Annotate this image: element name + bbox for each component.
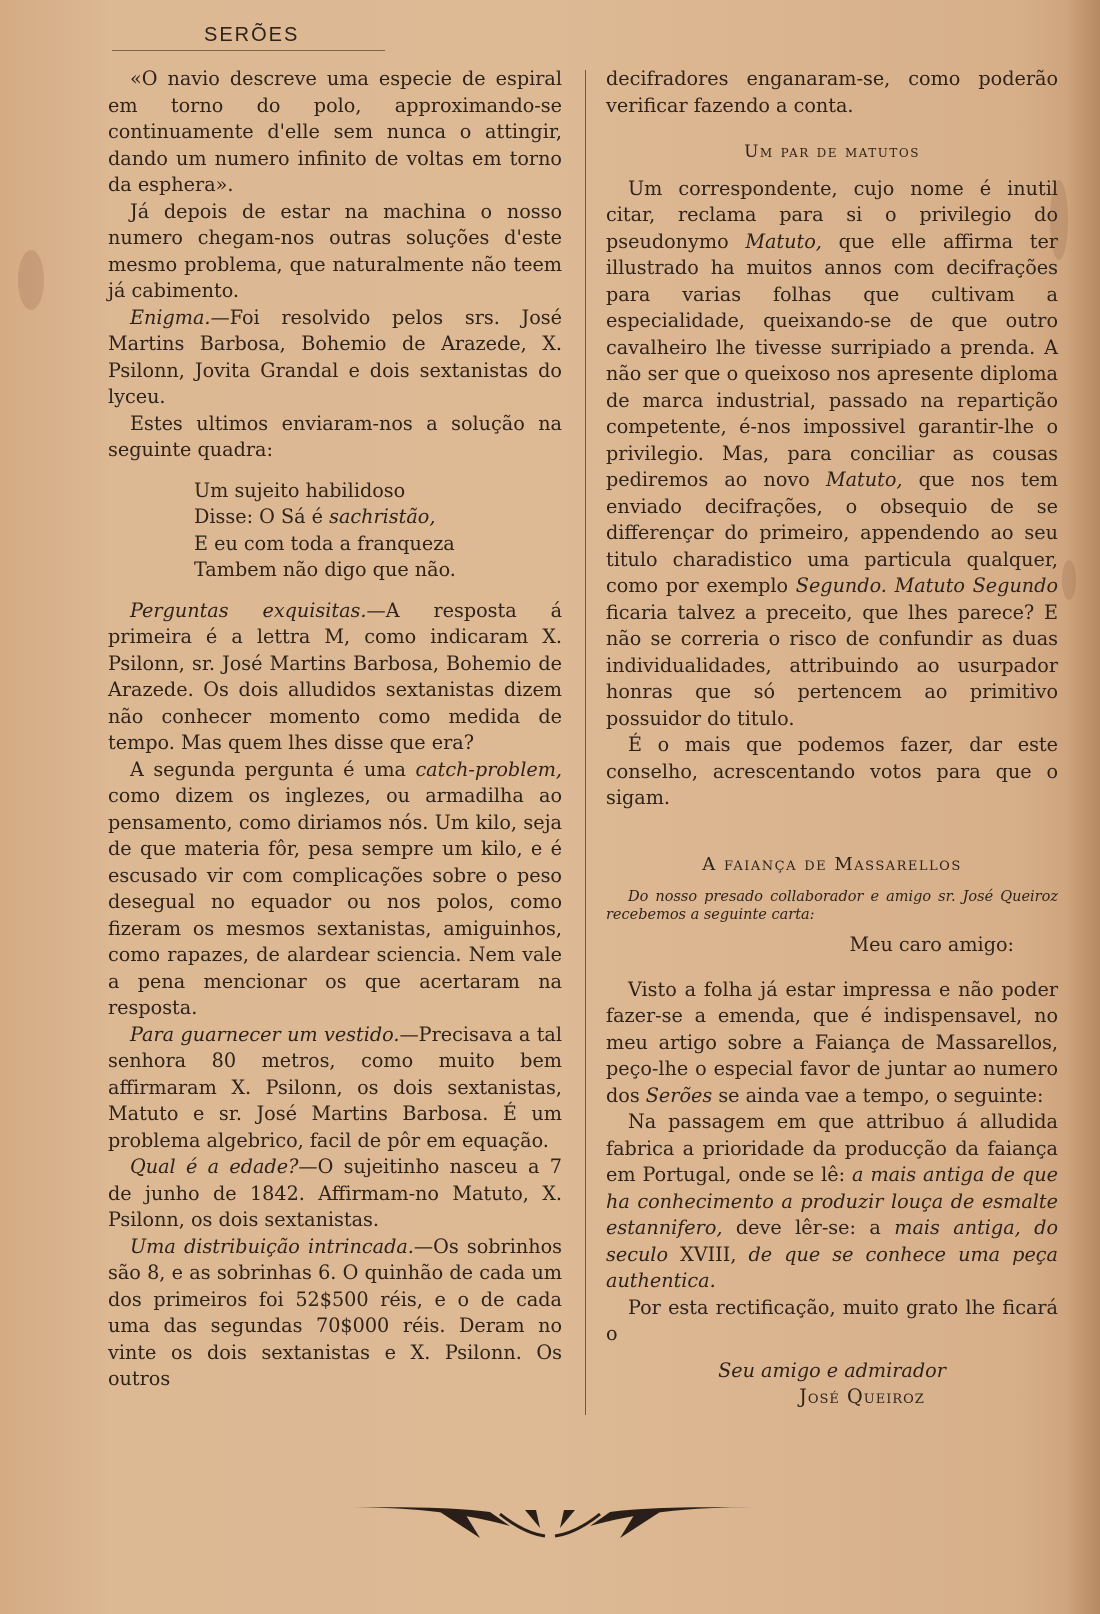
paragraph-text: —Os sobrinhos são 8, e as sobrinhas 6. O quinhão de cada um dos primeiros foi 52$500 réis, e o de cada uma das segundas 70$000 réis. Deram no vinte os dois sextanistas e X. Psilonn. Os outros (108, 1234, 563, 1390)
italic-term: Serões (645, 1083, 713, 1107)
paragraph-text: Um correspondente, cujo nome é inutil citar, reclama para si o privilegio do pseudonymo (606, 176, 1058, 253)
paragraph (606, 977, 1058, 1110)
run-in-heading: Para guarnecer um vestido. (130, 1022, 400, 1046)
header-rule (112, 50, 385, 51)
letter-signature: José Queiroz (799, 1385, 925, 1408)
paragraph-text: A segunda pergunta é uma (130, 757, 416, 781)
paragraph (108, 757, 562, 1022)
paragraph: Estes ultimos enviaram-nos a solução na seguinte quadra: (108, 411, 562, 461)
paragraph-text: como dizem os inglezes, ou armadilha ao pensamento, como diriamos nós. Um kilo, seja de que materia fôr, pesa sempre um kilo, e é escusado vir com complicações sobre o peso desegual no equador ou nos polos, como fizeram os mesmos sextanistas, amiguinhos, como rapazes, de alardear sciencia. Nem vale a pena mencionar os que acertaram na resposta. (108, 784, 562, 1019)
paragraph-text: que elle affirma ter illustrado ha muitos annos com decifrações para varias folhas que cultivam a especialidade, queixando-se de que outro cavalheiro lhe tivesse surripiado a prenda. A não ser que o queixoso nos apresente diploma de marca industrial, passado na repartição competente, é-nos impossivel garantir-lhe o privilegio. Mas, para conciliar as cousas pediremos ao novo (606, 229, 1058, 491)
paragraph-text: XVIII, (668, 1242, 749, 1266)
italic-term: Matuto, (825, 468, 903, 491)
letter-intro: Do nosso presado collaborador e amigo sr. José Queiroz recebemos a seguinte carta: (606, 889, 1058, 923)
quatrain (194, 478, 562, 584)
letter-signoff: Seu amigo e admirador (718, 1358, 946, 1382)
paragraph (108, 305, 562, 411)
poem-line: Tambem não digo que não. (194, 558, 456, 581)
paragraph: decifradores enganaram-se, como poderão verificar fazendo a conta. (606, 67, 1058, 117)
running-header: SERÕES (204, 24, 300, 46)
paragraph-text: ficaria talvez a preceito, que lhes parece? E não se correria o risco de confundir as duas individualidades, attribuindo ao usurpador honras que só pertencem ao primitivo possuidor do titulo. (606, 600, 1058, 730)
paragraph-text: —Foi resolvido pelos srs. José Martins Barbosa, Bohemio de Arazede, X. Psilonn, Jovita Grandal e dois sextanistas do lyceu. (108, 305, 562, 408)
italic-term: mais antiga, do seculo (606, 1216, 1059, 1266)
paragraph: Por esta rectificação, muito grato lhe ficará o (606, 1295, 1058, 1345)
paragraph-text: —O sujeitinho nasceu a 7 de junho de 1842. Affirmam-no Matuto, X. Psilonn, os dois sextanistas. (108, 1155, 563, 1231)
left-column (108, 66, 562, 1393)
run-in-heading: Enigma. (130, 305, 211, 329)
italic-term: Matuto, (745, 229, 822, 253)
paper-stain (18, 250, 44, 310)
paragraph-text: deve lêr-se: a (722, 1216, 895, 1239)
column-divider (585, 70, 586, 1415)
paragraph-text: que nos tem enviado decifrações, o obsequio de se differençar do primeiro, appendendo ao seu titulo charadistico uma particula qualquer, como por exemplo (606, 468, 1058, 597)
poem-text: Disse: O Sá é (194, 505, 330, 528)
italic-term: a mais antiga de que ha conhecimento a produzir louça de esmalte estannifero, (606, 1163, 1058, 1239)
paragraph: É o mais que podemos fazer, dar este conselho, acrescentando votos para que o sigam. (606, 733, 1058, 809)
page-edge-shadow (1066, 0, 1100, 1614)
section-title: A faiança de Massarellos (702, 853, 962, 875)
paragraph (108, 1022, 562, 1155)
run-in-heading: Perguntas exquisitas. (130, 598, 367, 622)
italic-term: catch-problem, (415, 757, 562, 781)
paragraph (606, 176, 1058, 733)
paragraph: «O navio descreve uma especie de espiral em torno do polo, approximando-se continuamente d'elle sem nunca o attingir, dando um numero infinito de voltas em torno da esphera». (108, 67, 562, 196)
paragraph-text: —Precisava a tal senhora 80 metros, como muito bem affirmaram X. Psilonn, os dois sextanistas, Matuto e sr. José Martins Barbosa. É um problema algebrico, facil de pôr em equação. (108, 1022, 562, 1152)
decorative-vignette-icon (340, 1498, 760, 1542)
run-in-heading: Qual é a edade? (130, 1155, 299, 1178)
paragraph-text: se ainda vae a tempo, o seguinte: (712, 1083, 1044, 1107)
section-title: Um par de matutos (744, 142, 920, 162)
paragraph (606, 1109, 1058, 1295)
paragraph: Já depois de estar na machina o nosso numero chegam-nos outras soluções d'este mesmo problema, que naturalmente não teem já cabimento. (108, 199, 562, 302)
paragraph (108, 1154, 562, 1234)
italic-term: de que se conhece uma peça authentica. (606, 1242, 1058, 1292)
poem-italic: sachristão, (329, 505, 436, 528)
paragraph (108, 1234, 562, 1393)
paragraph-text: Na passagem em que attribuo á alludida fabrica a prioridade da producção da faiança em Portugal, onde se lê: (606, 1110, 1058, 1186)
paragraph (108, 598, 562, 757)
right-column (606, 66, 1058, 1411)
poem-line: Um sujeito habilidoso (194, 478, 406, 502)
italic-term: Segundo. Matuto Segundo (795, 574, 1058, 597)
paragraph-text: Visto a folha já estar impressa e não poder fazer-se a emenda, que é indispensavel, no meu artigo sobre a Faiança de Massarellos, peço-lhe o especial favor de juntar ao numero dos (606, 977, 1058, 1107)
poem-line: E eu com toda a franqueza (194, 531, 455, 555)
paragraph-text: —A resposta á primeira é a lettra M, como indicaram X. Psilonn, sr. José Martins Barbosa, Bohemio de Arazede. Os dois alludidos sextanistas dizem não conhecer momento como medida de tempo. Mas quem lhes disse que era? (108, 598, 563, 754)
letter-salutation: Meu caro amigo: (849, 933, 1014, 956)
paper-stain (1062, 560, 1076, 600)
poem-line (194, 504, 562, 531)
run-in-heading: Uma distribuição intrincada. (130, 1234, 414, 1258)
